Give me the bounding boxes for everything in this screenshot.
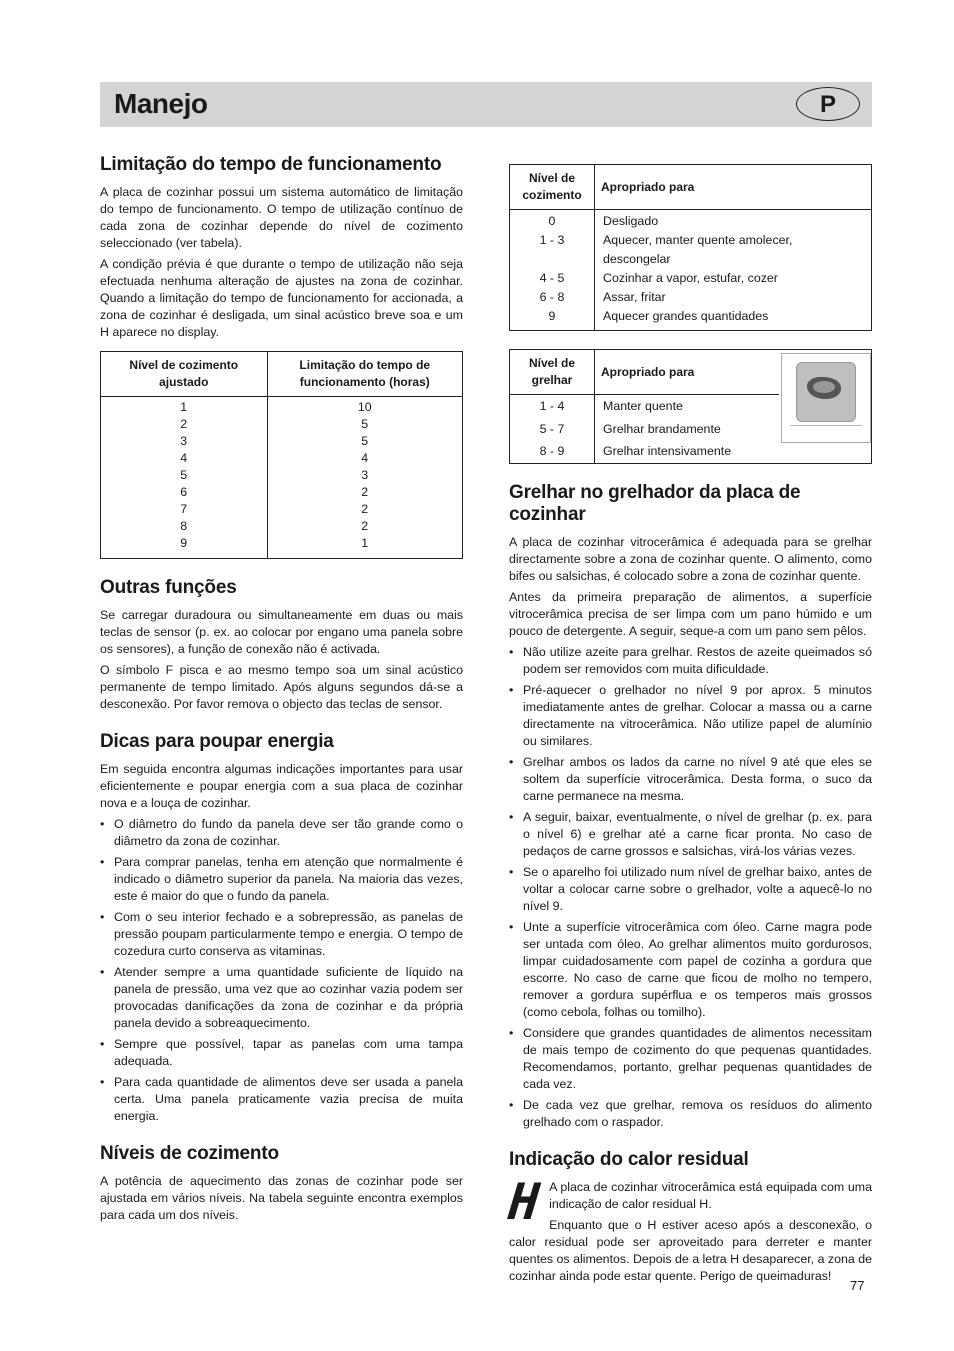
section-energy-tips [100,731,463,1125]
paragraph: A placa de cozinhar vitrocerâmica é adequada para se grelhar directamente sobre a zona de cozinhar quente. O alimento, como bifes ou salsichas, é colocado sobre a zona de cozinhar quente. [509,534,872,583]
table-header: Nível de cozimento ajustado [101,352,268,397]
use-cell: Aquecer, manter quente amolecer, descongelar [595,231,872,269]
list-item: • Grelhar ambos os lados da carne no nível 9 até que eles se soltem da superfície vitrocerâmica. Desta forma, o suco da carne permanece na mesma. [509,754,872,805]
section-title: Grelhar no grelhador da placa de cozinhar [509,481,801,525]
residual-heat-h-icon: H [505,1172,543,1231]
list-item: • De cada vez que grelhar, remova os resíduos do alimento grelhado com o raspador. [509,1097,872,1131]
level-cell: 4 - 5 [510,269,595,288]
levels-cell [101,397,268,559]
level-cell: 1 - 3 [510,231,595,269]
section-title: Outras funções [100,577,237,598]
table-row [510,269,872,288]
section-title: Dicas para poupar energia [100,731,334,752]
grill-level-table [509,349,872,464]
use-cell: Cozinhar a vapor, estufar, cozer [595,269,872,288]
level-cell: 8 - 9 [510,440,595,463]
page-title: Manejo [114,88,208,119]
section-title: Indicação do calor residual [509,1148,749,1170]
section-title: Níveis de cozimento [100,1143,279,1164]
use-cell: Aquecer grandes quantidades [595,307,872,331]
hob-controls [790,425,862,434]
paragraph: A placa de cozinhar vitrocerâmica está equipada com uma indicação de calor residual H. [549,1179,872,1211]
use-cell: Desligado [595,210,872,232]
grilling-list [509,644,872,1131]
list-item: • Atender sempre a uma quantidade suficiente de líquido na panela de pressão, uma vez que ao cozinhar vazia podem ser provocadas danificações da zona de cozinhar e da própria panela devido a sobreaquecimento. [100,964,463,1032]
paragraph: A condição prévia é que durante o tempo de utilização não seja efectuada nenhuma alteração de ajustes na zona de cozinhar. Quando a limitação do tempo de funcionamento for accionada, a zona de cozinhar é desligada, um sinal acústico breve soa e um H aparece no display. [100,257,463,339]
list-item: • Se o aparelho foi utilizado num nível de grelhar baixo, antes de voltar a colocar carne sobre o grelhador, volte a aquecê-lo no nível 9. [509,864,872,915]
level-value: 1 [180,400,188,414]
list-item: • Considere que grandes quantidades de alimentos necessitam de mais tempo de cozimento do que pequenas quantidades. Recomendamos, portanto, grelhar pequenas quantidades de cada vez. [509,1025,872,1093]
level-value: 5 [180,468,188,482]
list-item: • O diâmetro do fundo da panela deve ser tão grande como o diâmetro da zona de cozinhar. [100,816,463,850]
list-item: • Sempre que possível, tapar as panelas com uma tampa adequada. [100,1036,463,1070]
paragraph: Em seguida encontra algumas indicações importantes para usar eficientemente e poupar energia com a sua placa de cozinhar nova e a louça de cozinhar. [100,762,463,810]
level-cell: 0 [510,210,595,232]
hours-value: 4 [361,451,369,465]
use-cell: Grelhar brandamente [595,418,780,441]
level-value: 9 [180,536,188,550]
page-number: 77 [850,1278,865,1293]
hob-plate [796,362,856,422]
level-value: 4 [180,451,188,465]
cooking-level-table [509,164,872,331]
section-time-limit [100,154,463,559]
table-row [510,288,872,307]
level-cell: 1 - 4 [510,395,595,418]
list-item: • Para cada quantidade de alimentos deve ser usada a panela certa. Uma panela praticamente vazia precisa de muita energia. [100,1074,463,1125]
left-column [100,154,463,1228]
table-row [510,231,872,269]
list-item: • Para comprar panelas, tenha em atenção que normalmente é indicado o diâmetro superior da panela. Na maioria das vezes, este é maior do que o fundo da panela. [100,854,463,905]
paragraph: O símbolo F pisca e ao mesmo tempo soa um sinal acústico permanente de tempo limitado. Após alguns segundos dá-se a desconexão. Por favor remova o objecto das teclas de sensor. [100,663,463,711]
page-header [100,82,872,127]
table-header: Limitação do tempo de funcionamento (horas) [267,352,462,397]
section-title: Limitação do tempo de funcionamento [100,154,442,175]
list-item: • Unte a superfície vitrocerâmica com óleo. Carne magra pode ser untada com óleo. Ao grelhar alimentos muito gordurosos, limpar cuidadosamente com papel de cozinha a gordura que escorre. No caso de carne que ficou de molho no tempero, remover a gordura supérflua e os temperos mais grossos (como cebola, folhas ou tomilho). [509,919,872,1021]
table-row [510,307,872,331]
paragraph: Antes da primeira preparação de alimentos, a superfície vitrocerâmica precisa de ser limpa com um pano húmido e um pouco de detergente. A seguir, seque-a com um pano sem pêlos. [509,589,872,638]
section-cooking-levels [100,1143,463,1224]
hours-value: 5 [361,417,369,431]
level-value: 2 [180,417,188,431]
hours-value: 2 [361,519,369,533]
use-cell: Manter quente [595,395,780,418]
level-value: 6 [180,485,188,499]
table-header: Nível de cozimento [510,165,595,210]
hours-value: 5 [361,434,369,448]
paragraph: Enquanto que o H estiver aceso após a desconexão, o calor residual pode ser aproveitado para derreter e manter quentes os alimentos. Depois de a letra H desaparecer, a zona de cozinhar ainda pode estar quente. Perigo de queimaduras! [509,1217,872,1283]
level-value: 8 [180,519,188,533]
hours-value: 1 [361,536,369,550]
list-item: • Não utilize azeite para grelhar. Restos de azeite queimados só podem ser removidos com muita dificuldade. [509,644,872,678]
language-badge: P [796,87,860,121]
level-value: 3 [180,434,188,448]
tips-list [100,816,463,1125]
use-cell: Assar, fritar [595,288,872,307]
paragraph: A placa de cozinhar possui um sistema automático de limitação do tempo de funcionamento. O tempo de utilização contínuo de cada zona de cozinhar depende do nível de cozimento seleccionado (ver tabela). [100,185,463,250]
hours-value: 3 [361,468,369,482]
level-cell: 5 - 7 [510,418,595,441]
list-item: • Com o seu interior fechado e a sobrepressão, as panelas de pressão poupam particularmente tempo e energia. O tempo de cozedura curto conserva as vitaminas. [100,909,463,960]
section-other-functions [100,577,463,713]
list-item: • A seguir, baixar, eventualmente, o nível de grelhar (p. ex. para o nível 6) e grelhar até a carne ficar pronta. No caso de pedaços de carne grossos e salsichas, virá-los várias vezes. [509,809,872,860]
right-column [505,164,872,1289]
time-limit-table [100,351,463,559]
section-grilling [509,482,872,1131]
table-header: Nível de grelhar [510,350,595,395]
level-cell: 6 - 8 [510,288,595,307]
hours-value: 2 [361,485,369,499]
paragraph: A potência de aquecimento das zonas de cozinhar pode ser ajustada em vários níveis. Na tabela seguinte encontra exemplos para cada um dos níveis. [100,1174,463,1222]
level-cell: 9 [510,307,595,331]
table-header: Apropriado para [595,165,872,210]
grill-image-cell [779,350,872,464]
hours-value: 2 [361,502,369,516]
level-value: 7 [180,502,188,516]
use-cell: Grelhar intensivamente [595,440,780,463]
list-item: • Pré-aquecer o grelhador no nível 9 por aprox. 5 minutos imediatamente antes de grelhar. Colocar a massa ou a carne directamente na vitrocerâmica. Não utilize papel de alumínio ou similares. [509,682,872,750]
table-row [510,210,872,232]
steak-highlight [813,381,835,393]
table-header: Apropriado para [595,350,780,395]
grill-hob-image [781,353,871,443]
hours-value: 10 [357,400,372,414]
hours-cell [267,397,462,559]
paragraph: Se carregar duradoura ou simultaneamente em duas ou mais teclas de sensor (p. ex. ao colocar por engano uma panela sobre os sensores), a função de conexão não é activada. [100,608,463,656]
section-residual-heat [505,1148,872,1285]
